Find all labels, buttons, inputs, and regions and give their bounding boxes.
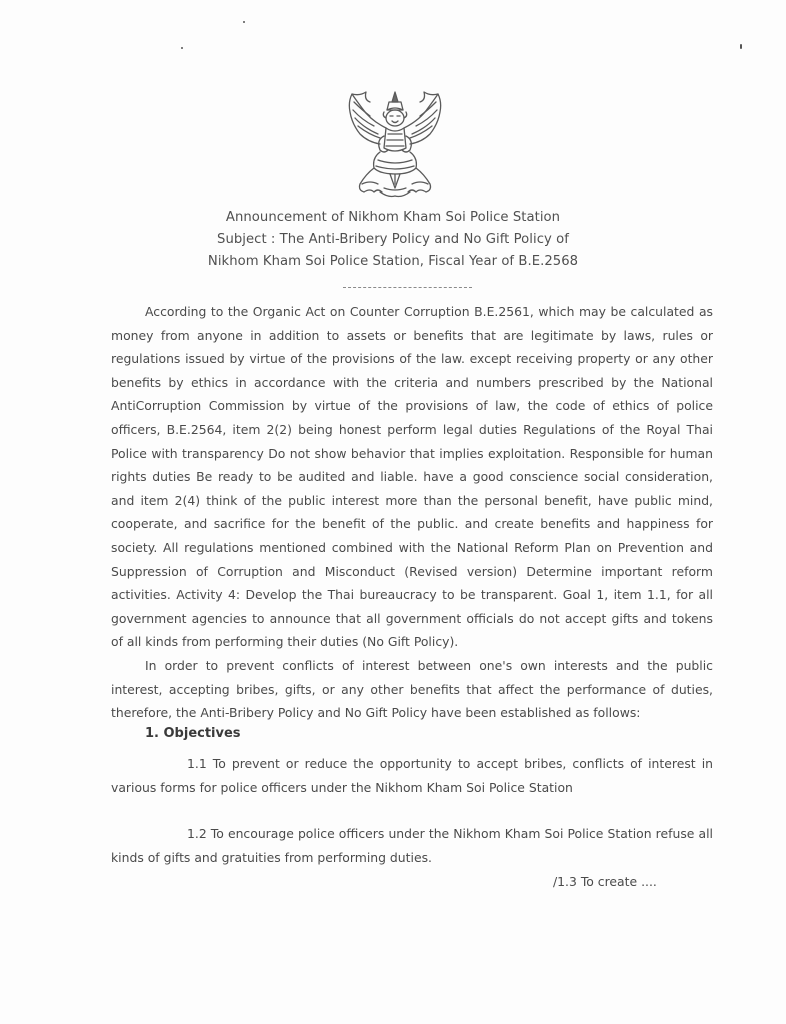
- announcement-header: [0, 207, 786, 273]
- announcement-subject: Subject : The Anti-Bribery Policy and No Gift Policy of: [217, 232, 569, 247]
- paragraph-purpose: In order to prevent conflicts of interest between one's own interests and the public interest, accepting bribes, gifts, or any other benefits that affect the performance of duties, therefore, the Anti-Bribery Policy and No Gift Policy have been established as follows:: [111, 658, 713, 721]
- garuda-emblem-icon: [340, 88, 450, 203]
- objective-item-1-1: 1.1 To prevent or reduce the opportunity to accept bribes, conflicts of interest in various forms for police officers under the Nikhom Kham Soi Police Station: [111, 756, 713, 795]
- objective-item-1-2: 1.2 To encourage police officers under the Nikhom Kham Soi Police Station refuse all kinds of gifts and gratuities from performing duties.: [111, 826, 713, 865]
- section-heading-objectives: 1. Objectives: [145, 726, 241, 741]
- scan-speck: [181, 47, 183, 49]
- announcement-title: Announcement of Nikhom Kham Soi Police Station: [225, 210, 561, 225]
- scan-speck: [740, 44, 742, 49]
- header-divider: [343, 287, 472, 288]
- page-continuation-note: /1.3 To create ....: [553, 874, 657, 889]
- scan-speck: [243, 21, 245, 23]
- paragraph-legal-basis: According to the Organic Act on Counter Corruption B.E.2561, which may be calculated as money from anyone in addition to assets or benefits that are legitimate by laws, rules or regulations issued by virtue of the provisions of the law. except receiving property or any other benefits by ethics in accordance with the criteria and numbers prescribed by the National AntiCorruption Commission by virtue of the provisions of law, the code of ethics of police officers, B.E.2564, item 2(2) being honest perform legal duties Regulations of the Royal Thai Police with transparency Do not show behavior that implies exploitation. Responsible for human rights duties Be ready to be audited and liable. have a good conscience social consideration, and item 2(4) think of the public interest more than the personal benefit, have public mind, cooperate, and sacrifice for the benefit of the public. and create benefits and happiness for society. All regulations mentioned combined with the National Reform Plan on Prevention and Suppression of Corruption and Misconduct (Revised version) Determine important reform activities. Activity 4: Develop the Thai bureaucracy to be transparent. Goal 1, item 1.1, for all government agencies to announce that all government officials do not accept gifts and tokens of all kinds from performing their duties (No Gift Policy).: [111, 304, 713, 650]
- announcement-subject-continued: Nikhom Kham Soi Police Station, Fiscal Year of B.E.2568: [207, 254, 579, 269]
